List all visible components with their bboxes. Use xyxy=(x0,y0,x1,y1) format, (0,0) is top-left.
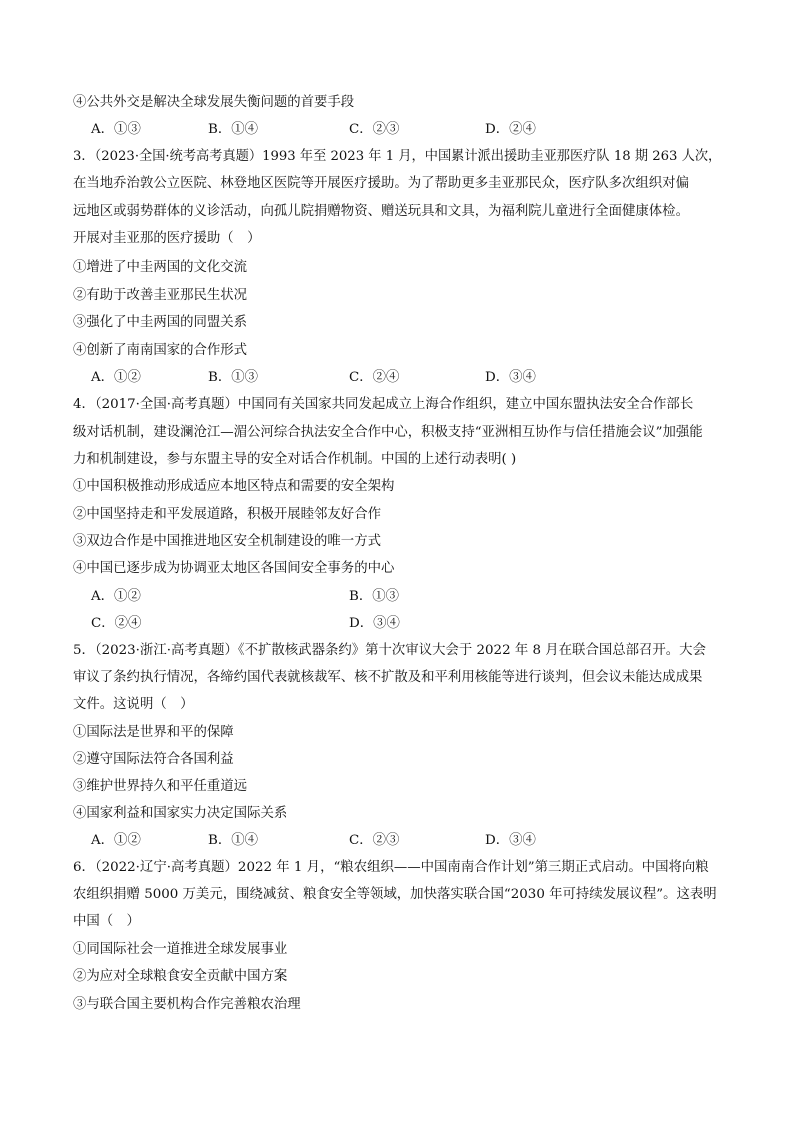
option-q5-b[interactable]: B．①④ xyxy=(208,833,259,848)
question-4-line-2: 级对话机制，建设澜沧江—湄公河综合执法安全合作中心，积极支持“亚洲相互协作与信任措施会议”加强能 xyxy=(73,425,703,440)
option-q2-d[interactable]: D．②④ xyxy=(485,122,536,137)
option-q4-c[interactable]: C．②④ xyxy=(91,616,142,631)
question-3-line-3: 远地区或弱势群体的义诊活动，向孤儿院捐赠物资、赠送玩具和文具，为福利院儿童进行全面健康体检。 xyxy=(73,204,689,219)
statement-q4-2: ②中国坚持走和平发展道路，积极开展睦邻友好合作 xyxy=(73,507,381,522)
option-q5-a[interactable]: A．①② xyxy=(91,833,141,848)
question-6-line-1: 6．（2022·辽宁·高考真题）2022 年 1 月，“粮农组织——中国南南合作计划”第三期正式启动。中国将向粮 xyxy=(73,860,709,875)
option-q4-d[interactable]: D．③④ xyxy=(349,616,400,631)
option-q3-d[interactable]: D．③④ xyxy=(485,370,536,385)
statement-q6-3: ③与联合国主要机构合作完善粮农治理 xyxy=(73,997,301,1012)
statement-q6-1: ①同国际社会一道推进全球发展事业 xyxy=(73,942,288,957)
statement-q2-4: ④公共外交是解决全球发展失衡问题的首要手段 xyxy=(73,95,355,110)
option-q2-b[interactable]: B．①④ xyxy=(208,122,259,137)
option-q2-a[interactable]: A．①③ xyxy=(91,122,141,137)
statement-q4-1: ①中国积极推动形成适应本地区特点和需要的安全架构 xyxy=(73,479,395,494)
statement-q6-2: ②为应对全球粮食安全贡献中国方案 xyxy=(73,969,288,984)
option-q2-c[interactable]: C．②③ xyxy=(349,122,400,137)
option-q3-b[interactable]: B．①③ xyxy=(208,370,259,385)
option-q4-a[interactable]: A．①② xyxy=(91,589,141,604)
statement-q5-1: ①国际法是世界和平的保障 xyxy=(73,725,234,740)
question-4-line-3: 力和机制建设，参与东盟主导的安全对话合作机制。中国的上述行动表明( ) xyxy=(73,452,517,467)
option-q3-c[interactable]: C．②④ xyxy=(349,370,400,385)
question-5-line-1: 5．（2023·浙江·高考真题）《不扩散核武器条约》第十次审议大会于 2022 年 8 月在联合国总部召开。大会 xyxy=(73,643,706,658)
statement-q4-4: ④中国已逐步成为协调亚太地区各国间安全事务的中心 xyxy=(73,561,395,576)
statement-q5-2: ②遵守国际法符合各国利益 xyxy=(73,752,234,767)
statement-q4-3: ③双边合作是中国推进地区安全机制建设的唯一方式 xyxy=(73,534,381,549)
option-q5-c[interactable]: C．②③ xyxy=(349,833,400,848)
statement-q3-4: ④创新了南南国家的合作形式 xyxy=(73,343,248,358)
statement-q3-2: ②有助于改善圭亚那民生状况 xyxy=(73,288,248,303)
question-4-line-1: 4．（2017·全国·高考真题）中国同有关国家共同发起成立上海合作组织，建立中国东盟执法安全合作部长 xyxy=(73,397,694,412)
question-6-line-2: 农组织捐赠 5000 万美元，围绕减贫、粮食安全等领域，加快落实联合国“2030 年可持续发展议程”。这表明 xyxy=(73,887,717,902)
statement-q3-1: ①增进了中圭两国的文化交流 xyxy=(73,260,248,275)
question-3-line-2: 在当地乔治敦公立医院、林登地区医院等开展医疗援助。为了帮助更多圭亚那民众，医疗队多次组织对偏 xyxy=(73,176,689,191)
question-3-line-4: 开展对圭亚那的医疗援助（ ） xyxy=(73,231,261,246)
option-q5-d[interactable]: D．③④ xyxy=(485,833,536,848)
question-5-line-2: 审议了条约执行情况，各缔约国代表就核裁军、核不扩散及和平利用核能等进行谈判，但会议未能达成成果 xyxy=(73,670,703,685)
question-3-line-1: 3．（2023·全国·统考高考真题）1993 年至 2023 年 1 月，中国累计派出援助圭亚那医疗队 18 期 263 人次， xyxy=(73,149,722,164)
statement-q5-4: ④国家利益和国家实力决定国际关系 xyxy=(73,806,288,821)
statement-q5-3: ③维护世界持久和平任重道远 xyxy=(73,779,248,794)
statement-q3-3: ③强化了中圭两国的同盟关系 xyxy=(73,315,248,330)
question-5-line-3: 文件。这说明（ ） xyxy=(73,697,194,712)
option-q3-a[interactable]: A．①② xyxy=(91,370,141,385)
option-q4-b[interactable]: B．①③ xyxy=(349,589,400,604)
question-6-line-3: 中国（ ） xyxy=(73,914,140,929)
